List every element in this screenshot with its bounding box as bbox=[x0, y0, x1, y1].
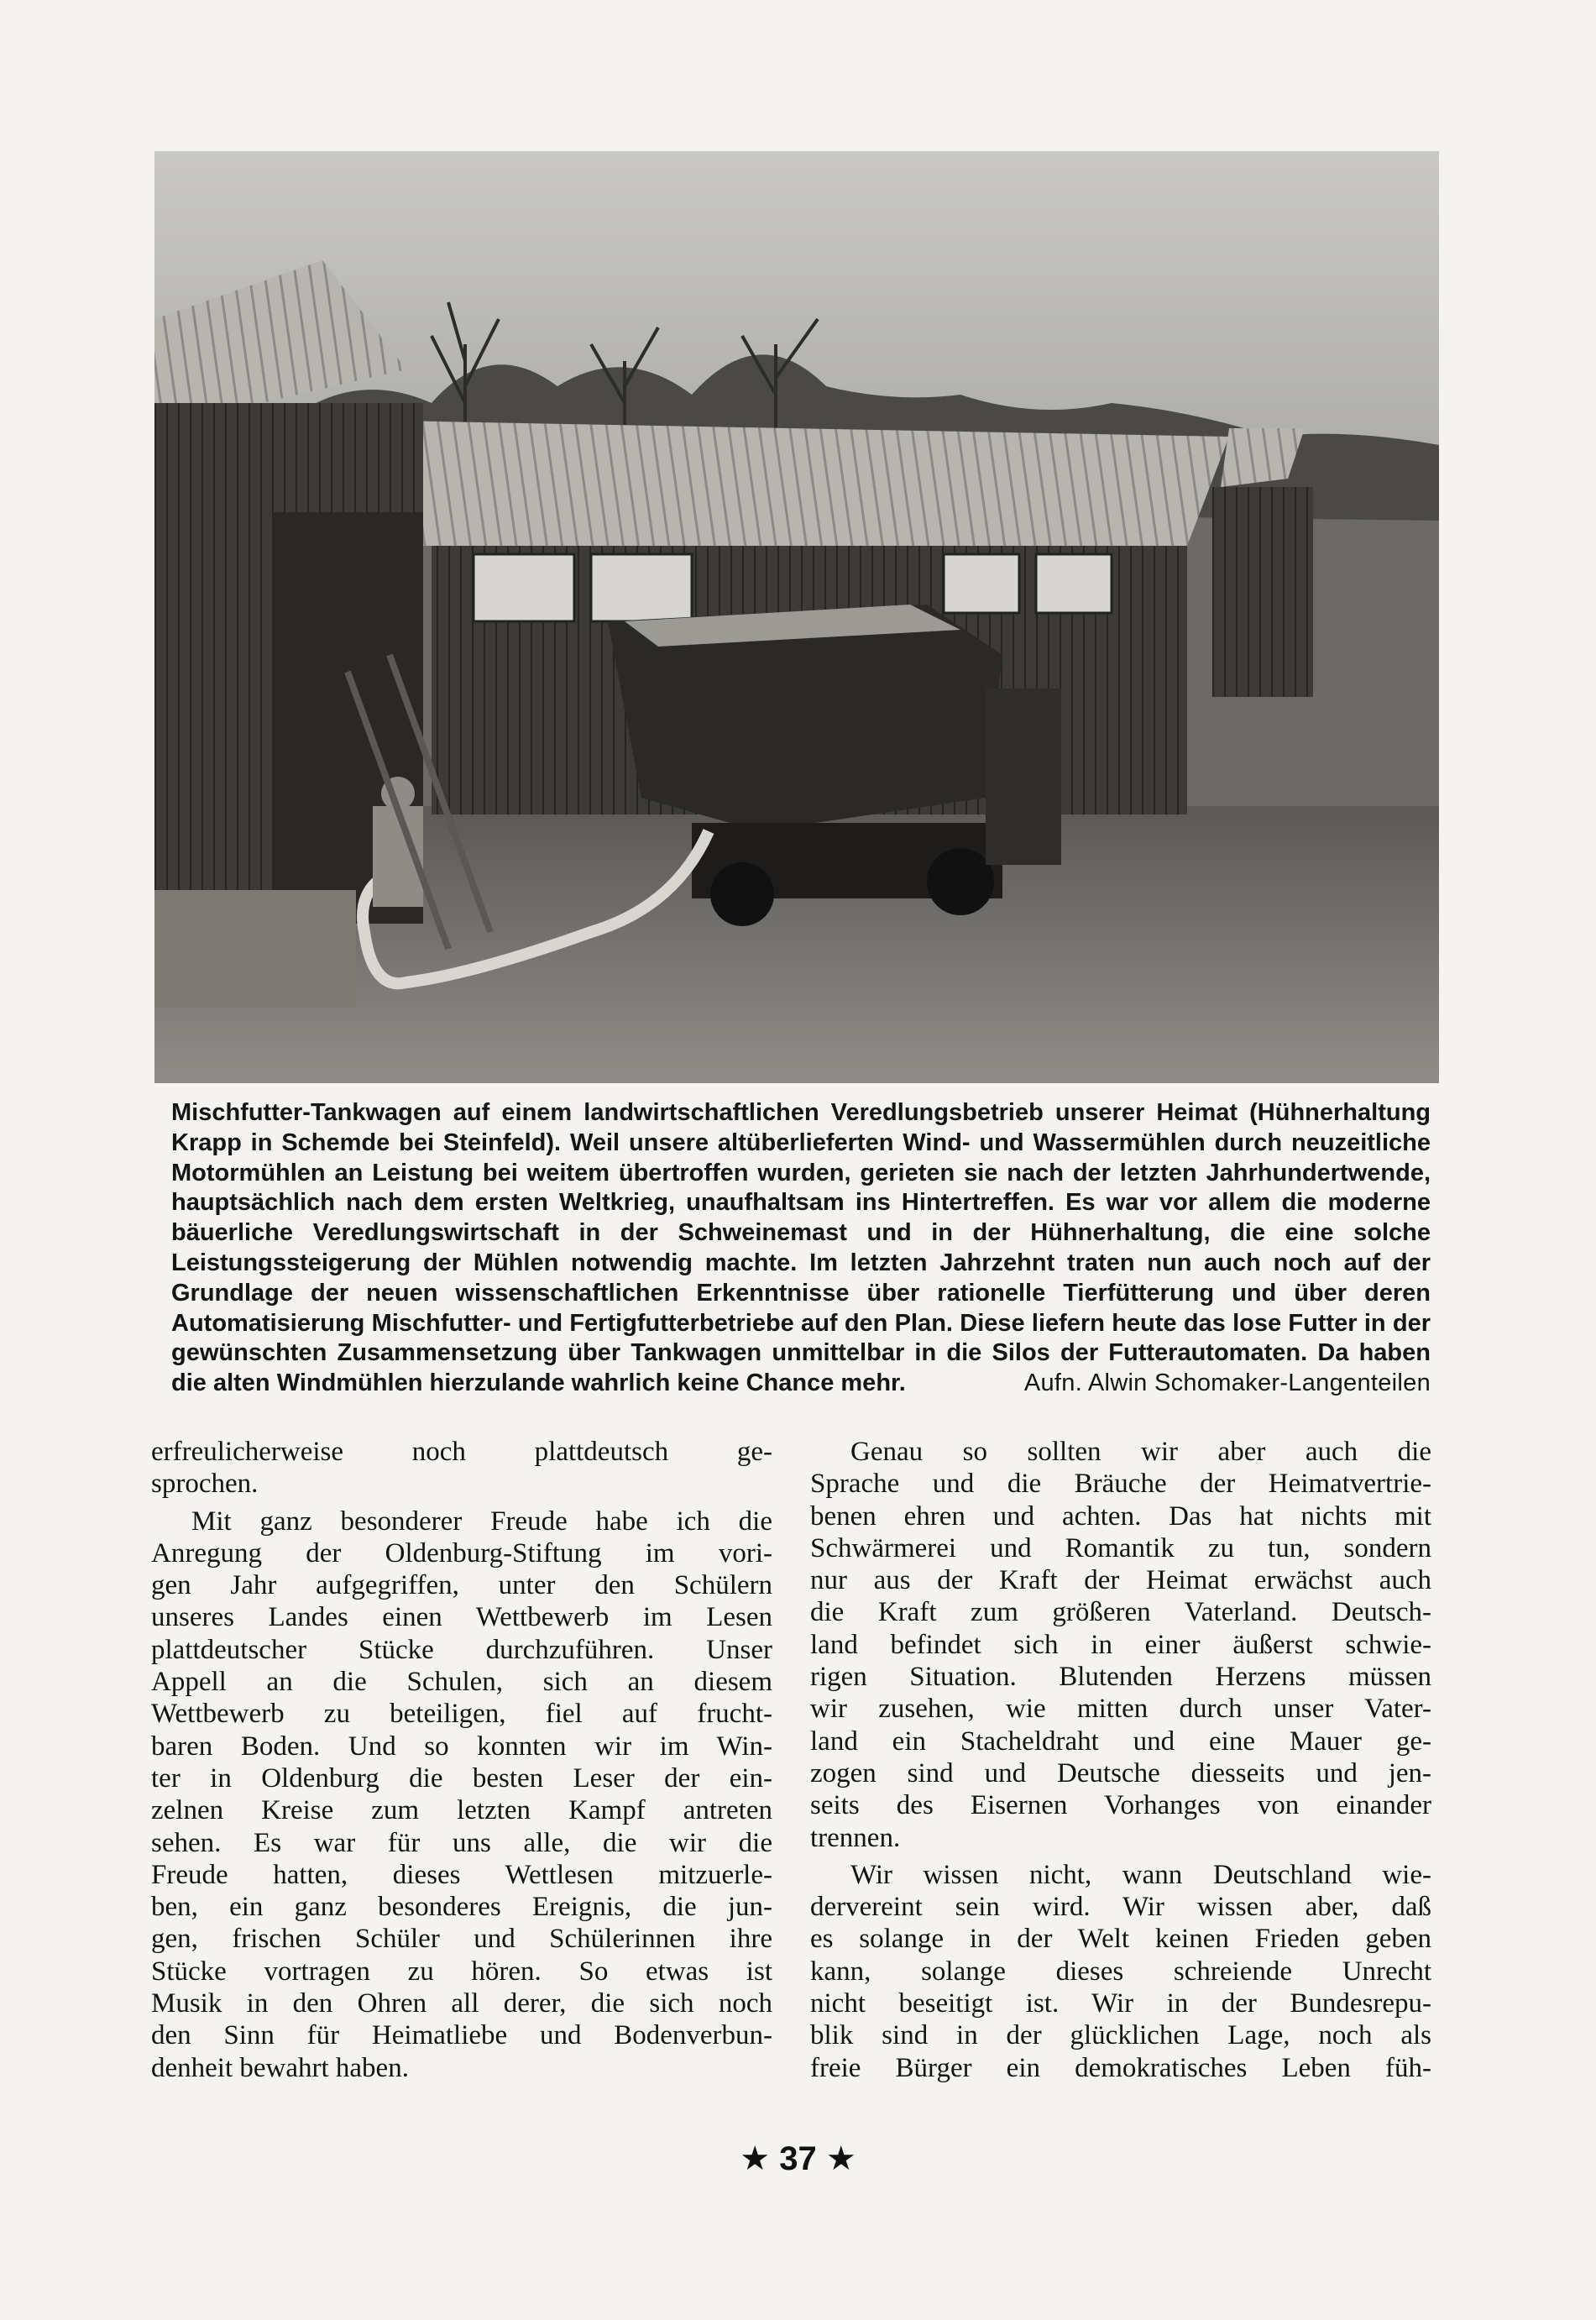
text-line: benen ehren und achten. Das hat nichts mit bbox=[810, 1500, 1431, 1532]
page-number: ★ 37 ★ bbox=[740, 2140, 856, 2177]
text-line: Genau so sollten wir aber auch die bbox=[850, 1437, 1431, 1467]
photo-caption bbox=[171, 1098, 1431, 1399]
photo-credit: Aufn. Alwin Schomaker-Langenteilen bbox=[1023, 1369, 1431, 1397]
text-line: wir zusehen, wie mitten durch unser Vater- bbox=[810, 1694, 1431, 1725]
text-line: trennen. bbox=[810, 1822, 901, 1853]
paragraph bbox=[810, 1468, 1431, 1854]
text-line: dervereint sein wird. Wir wissen aber, daß bbox=[810, 1892, 1431, 1923]
text-line: gen, frischen Schüler und Schülerinnen ihre bbox=[151, 1924, 772, 1955]
paragraph bbox=[151, 1436, 772, 1500]
paragraph bbox=[810, 1859, 1431, 1891]
text-line: denheit bewahrt haben. bbox=[151, 2052, 409, 2083]
text-line: Musik in den Ohren all derer, die sich noch bbox=[151, 1988, 772, 2019]
text-line: Sprache und die Bräuche der Heimatvertrie- bbox=[810, 1469, 1431, 1500]
text-line: Appell an die Schulen, sich an diesem bbox=[151, 1667, 772, 1698]
text-line: rigen Situation. Blutenden Herzens müssen bbox=[810, 1662, 1431, 1693]
farm-tanker-photo-icon bbox=[154, 151, 1439, 1083]
text-line: Wettbewerb zu beteiligen, fiel auf frucht- bbox=[151, 1699, 772, 1730]
text-line: land ein Stacheldraht und eine Mauer ge- bbox=[810, 1726, 1431, 1757]
text-line: blik sind in der glücklichen Lage, noch als bbox=[810, 2020, 1431, 2051]
paragraph bbox=[151, 1506, 772, 1537]
text-line: ter in Oldenburg die besten Leser der ein- bbox=[151, 1762, 772, 1794]
text-line: sehen. Es war für uns alle, die wir die bbox=[151, 1827, 772, 1858]
text-line: ben, ein ganz besonderes Ereignis, die jun- bbox=[151, 1892, 772, 1923]
paragraph bbox=[151, 1537, 772, 2084]
text-line: sprochen. bbox=[151, 1469, 259, 1500]
text-line: zelnen Kreise zum letzten Kampf antreten bbox=[151, 1795, 772, 1826]
text-line: erfreulicherweise noch plattdeutsch ge- bbox=[151, 1437, 772, 1467]
farm-tanker-photo bbox=[154, 151, 1439, 1083]
text-line: nicht beseitigt ist. Wir in der Bundesrepu- bbox=[810, 1988, 1431, 2019]
right-column bbox=[810, 1436, 1431, 2084]
caption-text: Mischfutter-Tankwagen auf einem landwirtschaftlichen Veredlungsbetrieb unserer Heimat (Hühnerhaltung Krapp in Schemde bei Steinfeld). Weil unsere altüberlieferten Wind- und Wassermühlen durch neuzeitliche Motormühlen an Leistung bei weitem übertroffen wurden, gerieten sie nach der letzten Jahrhundertwende, hauptsächlich nach dem ersten Weltkrieg, unaufhaltsam ins Hintertreffen. Es war vor allem die moderne bäuerliche Veredlungswirtschaft in der Schweinemast und in der Hühnerhaltung, die eine solche Leistungssteigerung der Mühlen notwendig machte. Im letzten Jahrzehnt traten nun auch noch auf der Grundlage der neuen wissenschaftlichen Erkenntnisse über rationelle Tierfütterung und über deren Automatisierung Mischfutter- und Fertigfutterbetriebe auf den Plan. Diese liefern heute das lose Futter in der gewünschten Zusammensetzung über Tankwagen unmittelbar in die Silos der Futterautomaten. Da haben die alten Windmühlen hierzulande wahrlich keine Chance mehr. bbox=[171, 1099, 1431, 1397]
text-line: freie Bürger ein demokratisches Leben füh- bbox=[810, 2052, 1431, 2083]
paragraph bbox=[810, 1891, 1431, 2084]
text-line: die Kraft zum größeren Vaterland. Deutsch- bbox=[810, 1597, 1431, 1628]
left-column bbox=[151, 1436, 772, 2084]
text-line: land befindet sich in einer äußerst schwie- bbox=[810, 1629, 1431, 1660]
text-line: Freude hatten, dieses Wettlesen mitzuerle- bbox=[151, 1859, 772, 1890]
text-line: Schwärmerei und Romantik zu tun, sondern bbox=[810, 1532, 1431, 1563]
text-line: kann, solange dieses schreiende Unrecht bbox=[810, 1956, 1431, 1987]
text-line: zogen sind und Deutsche diesseits und jen- bbox=[810, 1757, 1431, 1788]
text-line: Mit ganz besonderer Freude habe ich die bbox=[191, 1506, 772, 1537]
text-line: plattdeutscher Stücke durchzuführen. Unser bbox=[151, 1634, 772, 1665]
text-line: unseres Landes einen Wettbewerb im Lesen bbox=[151, 1602, 772, 1633]
text-line: seits des Eisernen Vorhanges von einander bbox=[810, 1790, 1431, 1821]
text-line: den Sinn für Heimatliebe und Bodenverbun- bbox=[151, 2020, 772, 2051]
text-line: Wir wissen nicht, wann Deutschland wie- bbox=[850, 1859, 1431, 1890]
text-line: es solange in der Welt keinen Frieden geben bbox=[810, 1924, 1431, 1955]
text-line: baren Boden. Und so konnten wir im Win- bbox=[151, 1731, 772, 1762]
paragraph bbox=[810, 1436, 1431, 1468]
text-line: Anregung der Oldenburg-Stiftung im vori- bbox=[151, 1537, 772, 1568]
text-line: nur aus der Kraft der Heimat erwächst auch bbox=[810, 1565, 1431, 1596]
text-line: Stücke vortragen zu hören. So etwas ist bbox=[151, 1956, 772, 1987]
text-line: gen Jahr aufgegriffen, unter den Schülern bbox=[151, 1570, 772, 1601]
